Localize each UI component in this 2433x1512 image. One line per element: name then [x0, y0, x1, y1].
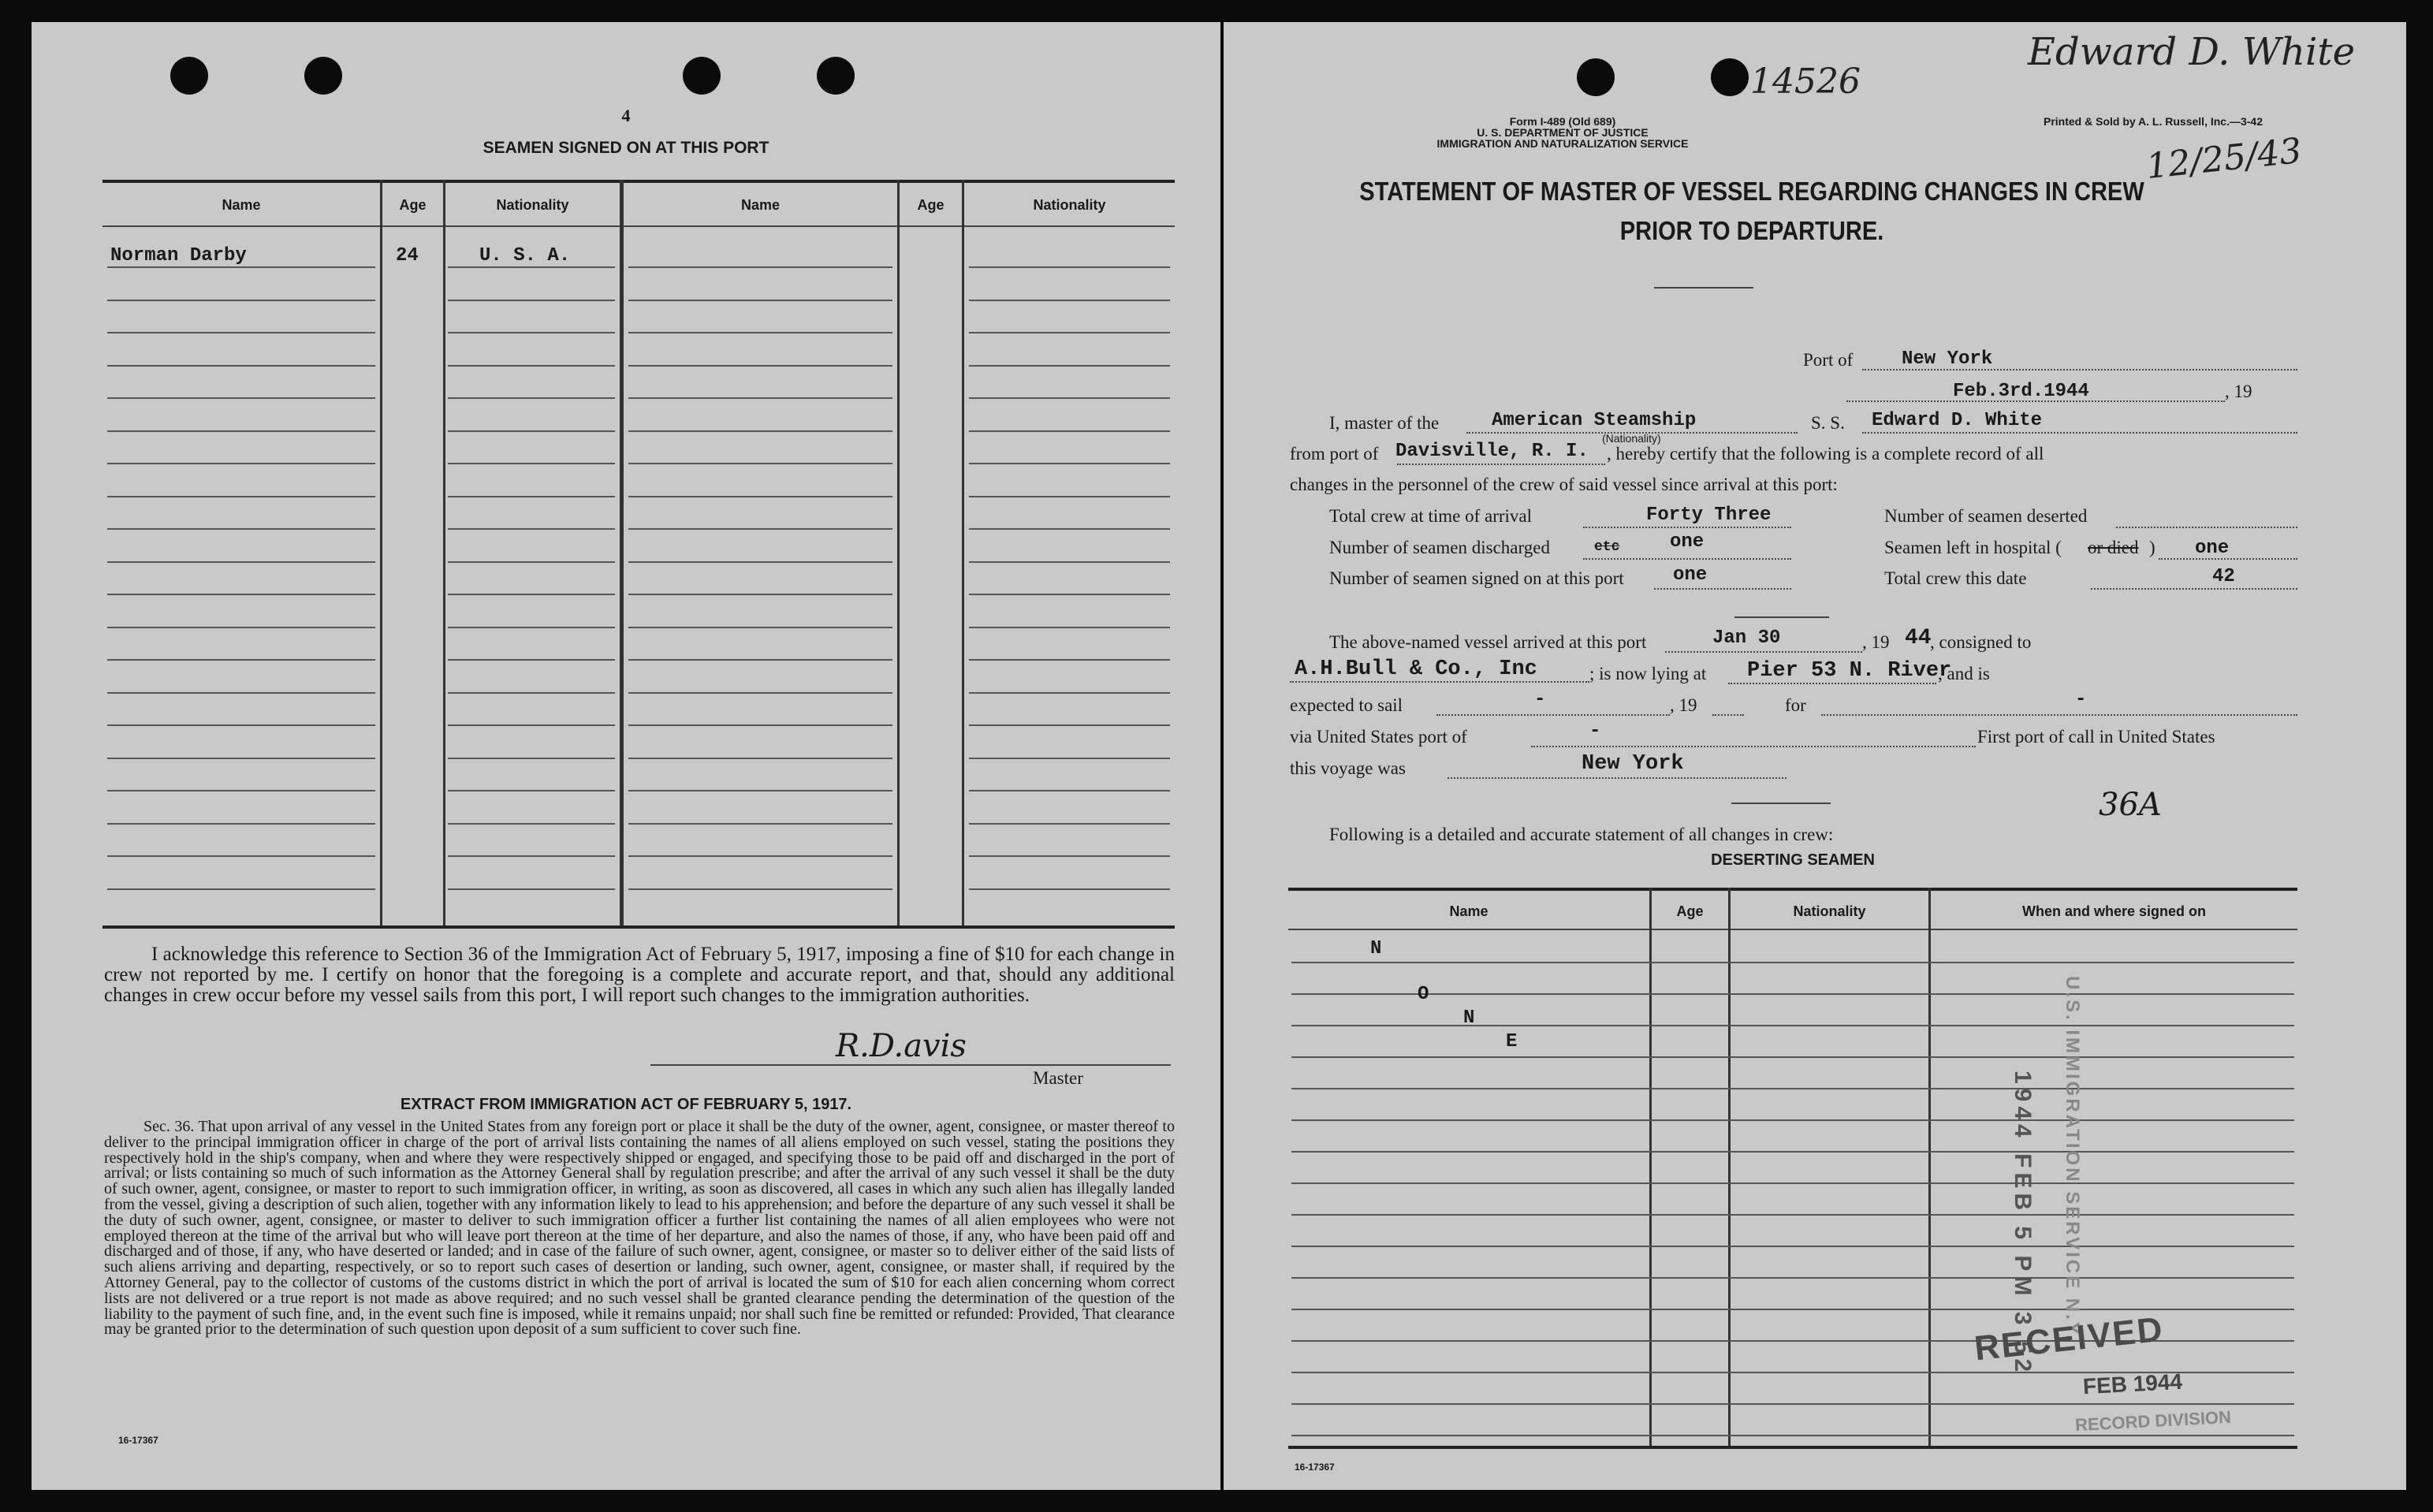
port-value: New York — [1902, 348, 1993, 370]
table-row-rule — [1291, 1309, 2294, 1310]
total-crew-arrival-label: Total crew at time of arrival — [1329, 506, 1533, 526]
right-page — [1224, 22, 2406, 1490]
service: IMMIGRATION AND NATURALIZATION SERVICE — [1436, 137, 1689, 150]
from-port-line — [1397, 464, 1605, 465]
master-of-label: I, master of the — [1329, 413, 1440, 433]
hospital-value: one — [2195, 538, 2230, 559]
form-code: 16-17367 — [118, 1435, 158, 1446]
deserting-table-bottom-rule — [1288, 1446, 2297, 1449]
handwritten-date: 12/25/43 — [2144, 130, 2304, 188]
certify-text: , hereby certify that the following is a complete record of all — [1607, 444, 2044, 464]
seaman-age: 24 — [396, 245, 419, 266]
table-row-rule — [448, 823, 615, 825]
punch-hole — [170, 57, 208, 95]
table-header-rule — [102, 225, 1175, 227]
table-row-rule — [628, 397, 892, 399]
punch-hole — [304, 57, 342, 95]
deserting-header-rule — [1288, 929, 2297, 930]
hospital-close-paren: ) — [2149, 538, 2155, 557]
table-row-rule — [448, 627, 615, 628]
table-row-rule — [628, 724, 892, 726]
table-row-rule — [107, 266, 375, 268]
signed-on-value: one — [1673, 564, 1708, 586]
via-value: - — [1589, 721, 1601, 742]
table-row-rule — [628, 430, 892, 432]
column-divider — [380, 180, 382, 925]
table-row-rule — [107, 692, 375, 694]
expected-year-line — [1712, 714, 1744, 716]
for-label: for — [1785, 695, 1806, 715]
column-divider — [1649, 888, 1652, 1446]
table-row-rule — [448, 397, 615, 399]
table-row-rule — [448, 888, 615, 890]
table-row-rule — [628, 790, 892, 791]
table-row-rule — [448, 855, 615, 857]
table-row-rule — [1291, 1056, 2294, 1058]
table-row-rule — [107, 758, 375, 759]
col-header-nationality: Nationality — [1033, 197, 1106, 213]
table-row-rule — [969, 888, 1170, 890]
table-row-rule — [107, 627, 375, 628]
table-row-rule — [628, 888, 892, 890]
arrived-line — [1665, 651, 1862, 653]
date-year-prefix: , 19 — [2225, 382, 2252, 401]
seaman-name: Norman Darby — [110, 245, 247, 266]
table-row-rule — [628, 496, 892, 497]
lying-label: ; is now lying at — [1589, 664, 1707, 683]
vessel-name: Edward D. White — [1872, 410, 2043, 431]
total-crew-arrival-line — [1583, 527, 1791, 528]
column-divider — [1928, 888, 1931, 1446]
total-crew-date-label: Total crew this date — [1884, 568, 2027, 588]
table-row-rule — [448, 266, 615, 268]
discharged-label: Number of seamen discharged — [1329, 538, 1550, 557]
table-row-rule — [107, 397, 375, 399]
arrived-label: The above-named vessel arrived at this port — [1329, 632, 1647, 652]
voyage-label: this voyage was — [1290, 758, 1406, 778]
table-row-rule — [969, 463, 1170, 464]
table-row-rule — [628, 855, 892, 857]
table-row-rule — [1291, 1403, 2294, 1405]
table-row-rule — [1291, 1182, 2294, 1184]
none-letter: O — [1418, 984, 1429, 1005]
punch-hole — [1711, 58, 1749, 96]
table-row-rule — [969, 823, 1170, 825]
table-row-rule — [628, 365, 892, 367]
total-crew-date-line — [2091, 588, 2297, 590]
consigned-label: , consigned to — [1930, 632, 2032, 652]
signed-on-label: Number of seamen signed on at this port — [1329, 568, 1624, 588]
table-row-rule — [969, 659, 1170, 661]
none-letter: N — [1370, 938, 1382, 959]
form-title: STATEMENT OF MASTER OF VESSEL REGARDING CHANGES IN CREW — [1359, 177, 2144, 206]
table-row-rule — [1291, 1214, 2294, 1216]
deserted-label: Number of seamen deserted — [1884, 506, 2088, 526]
table-row-rule — [107, 790, 375, 791]
punch-hole — [817, 57, 855, 95]
column-divider — [1728, 888, 1731, 1446]
table-row-rule — [969, 855, 1170, 857]
table-row-rule — [628, 659, 892, 661]
ss-label: S. S. — [1811, 413, 1845, 433]
from-port-label: from port of — [1290, 444, 1379, 464]
table-row-rule — [107, 430, 375, 432]
table-row-rule — [1291, 1435, 2294, 1436]
table-row-rule — [107, 496, 375, 497]
deserting-table-top-rule — [1288, 888, 2297, 891]
printer-credit: Printed & Sold by A. L. Russell, Inc.—3-42 — [2044, 115, 2263, 128]
table-row-rule — [969, 758, 1170, 759]
total-crew-arrival-value: Forty Three — [1646, 505, 1772, 526]
col-header-age: Age — [1676, 903, 1704, 919]
discharged-struck: etc — [1594, 539, 1620, 555]
table-row-rule — [1291, 993, 2294, 995]
expected-value: - — [1534, 689, 1546, 710]
master-signature: R.D.avis — [836, 1028, 967, 1064]
table-row-rule — [969, 266, 1170, 268]
consignee: A.H.Bull & Co., Inc — [1295, 657, 1537, 681]
table-row-rule — [448, 365, 615, 367]
vessel-type: American Steamship — [1492, 410, 1697, 431]
table-row-rule — [448, 300, 615, 301]
col-header-age: Age — [917, 197, 945, 213]
col-header-name: Name — [222, 197, 261, 213]
acknowledgement-text: I acknowledge this reference to Section 36 of the Immigration Act of February 5, 1917, imposing a fine of $10 for each change in crew not reported by me. I certify on honor that the foregoing is a complete and accurate report, and that, should any additional changes in crew occur before my vessel sails from this port, I will report such changes to the immigration authorities. — [104, 944, 1175, 1006]
table-row-rule — [1291, 1119, 2294, 1121]
faint-stamp: RECORD DIVISION — [2074, 1406, 2232, 1436]
table-row-rule — [448, 790, 615, 791]
col-header-age: Age — [399, 197, 427, 213]
table-row-rule — [628, 528, 892, 530]
first-port-label: First port of call in United States — [1977, 727, 2215, 747]
discharged-value: one — [1670, 531, 1705, 553]
received-stamp: RECEIVED — [1973, 1309, 2166, 1369]
table-row-rule — [628, 594, 892, 595]
arrived-year-prefix: , 19 — [1862, 632, 1890, 652]
extract-title: EXTRACT FROM IMMIGRATION ACT OF FEBRUARY 5, 1917. — [400, 1096, 852, 1113]
table-row-rule — [1291, 1151, 2294, 1153]
table-row-rule — [969, 332, 1170, 333]
table-row-rule — [448, 528, 615, 530]
table-row-rule — [107, 365, 375, 367]
title-rule — [1654, 287, 1753, 289]
changes-text: changes in the personnel of the crew of said vessel since arrival at this port: — [1290, 475, 1838, 494]
table-row-rule — [107, 561, 375, 563]
column-divider — [897, 180, 900, 925]
table-row-rule — [969, 496, 1170, 497]
table-row-rule — [107, 463, 375, 464]
table-row-rule — [969, 627, 1170, 628]
table-row-rule — [107, 332, 375, 333]
lying-value: Pier 53 N. River — [1747, 659, 1952, 683]
table-row-rule — [628, 692, 892, 694]
via-label: via United States port of — [1290, 727, 1467, 747]
vessel-name-line — [1862, 432, 2297, 434]
date-value: Feb.3rd.1944 — [1953, 381, 2089, 402]
expected-label: expected to sail — [1290, 695, 1403, 715]
table-row-rule — [628, 823, 892, 825]
punch-hole — [683, 57, 721, 95]
table-row-rule — [448, 594, 615, 595]
and-is-label: , and is — [1938, 664, 1990, 683]
table-row-rule — [448, 561, 615, 563]
table-row-rule — [969, 397, 1170, 399]
table-row-rule — [628, 627, 892, 628]
office-stamp-vertical: U.S. IMMIGRATION SERVICE N.Y. — [2062, 976, 2083, 1343]
column-divider — [443, 180, 445, 925]
received-stamp-date: FEB 1944 — [2082, 1369, 2183, 1399]
left-page — [32, 22, 1220, 1490]
table-row-rule — [448, 692, 615, 694]
handwritten-36a: 36A — [2099, 787, 2162, 823]
table-row-rule — [969, 561, 1170, 563]
page-number: 4 — [621, 106, 631, 125]
via-line — [1531, 746, 1976, 747]
seamen-signed-on-title: SEAMEN SIGNED ON AT THIS PORT — [483, 139, 769, 157]
expected-year-prefix: , 19 — [1670, 695, 1697, 715]
table-row-rule — [969, 594, 1170, 595]
table-row-rule — [1291, 962, 2294, 963]
column-divider — [620, 180, 624, 925]
none-letter: E — [1506, 1031, 1518, 1052]
consignee-line — [1290, 681, 1589, 683]
arrived-value: Jan 30 — [1712, 628, 1781, 649]
expected-line — [1436, 714, 1670, 716]
extract-text: Sec. 36. That upon arrival of any vessel in the United States from any foreign port or place it shall be the duty of the owner, agent, consignee, or master thereof to deliver to the principal immigration officer in charge of the port of arrival lists containing the names of all aliens employed on such vessel, stating the positions they respectively hold in the ship's company, when and where they were respectively shipped or engaged, and specifying those to be paid off and discharged in the port of arrival; or lists containing so much of such information as the Attorney General shall by regulation prescribe; and after the arrival of any such vessel it shall be the duty of such owner, agent, consignee, or master to report to such immigration officer, in writing, as soon as discovered, all cases in which any such alien has illegally landed from the vessel, giving a description of such alien, together with any information likely to lead to his apprehension; and before the departure of any such vessel it shall be the duty of such owner, agent, consignee, or master to deliver to such immigration officer a further list containing the names of all alien employees who were not employed thereon at the time of the arrival but who will leave port thereon at the time of her departure, and also the names of those, if any, who have been paid off and discharged and of those, if any, who have deserted or landed; and in case of the failure of such owner, agent, consignee, or master so to deliver either of the said lists of such aliens arriving and departing, respectively, or so to report such cases of desertion or landing, such owner, agent, consignee, or master shall, if required by the Attorney General, pay to the collector of customs of the customs district in which the port of arrival is located the sum of $10 for each alien concerning whom correct lists are not delivered or a true report is not made as above required; and no such vessel shall be granted clearance pending the determination of the question of the liability to the payment of such fine, and, in the event such fine is imposed, while it remains unpaid; nor shall such fine be remitted or refunded: Provided, That clearance may be granted prior to the determination of such question upon deposit of a sum sufficient to cover such fine. — [104, 1118, 1175, 1339]
punch-hole — [1577, 58, 1615, 96]
table-row-rule — [448, 758, 615, 759]
table-row-rule — [448, 659, 615, 661]
table-row-rule — [1291, 1025, 2294, 1026]
table-row-rule — [628, 463, 892, 464]
col-header-nationality: Nationality — [496, 197, 569, 213]
arrived-year: 44 — [1905, 626, 1932, 650]
table-row-rule — [107, 724, 375, 726]
hospital-struck: or died — [2088, 538, 2139, 557]
date-stamp-vertical: 1944 FEB 5 PM 3 52 — [2010, 1071, 2036, 1377]
from-port-value: Davisville, R. I. — [1395, 441, 1589, 462]
for-line — [1821, 714, 2297, 716]
table-row-rule — [628, 266, 892, 268]
col-header-name: Name — [1449, 903, 1488, 919]
table-row-rule — [448, 724, 615, 726]
table-row-rule — [628, 561, 892, 563]
table-row-rule — [969, 692, 1170, 694]
deserted-line — [2116, 527, 2297, 528]
table-row-rule — [448, 430, 615, 432]
form-number: Form I-489 (Old 689) — [1509, 115, 1616, 128]
table-row-rule — [107, 888, 375, 890]
port-label: Port of — [1803, 350, 1854, 370]
table-row-rule — [969, 724, 1170, 726]
col-header-when-where: When and where signed on — [2021, 903, 2206, 919]
voyage-line — [1448, 777, 1787, 779]
nationality-caption: (Nationality) — [1602, 432, 1661, 445]
table-row-rule — [107, 659, 375, 661]
table-row-rule — [107, 594, 375, 595]
table-row-rule — [628, 300, 892, 301]
section-rule — [1731, 803, 1831, 804]
table-row-rule — [448, 463, 615, 464]
col-header-name: Name — [740, 197, 781, 213]
master-label: Master — [1033, 1068, 1083, 1088]
signature-line — [650, 1064, 1171, 1066]
table-row-rule — [1291, 1277, 2294, 1279]
table-row-rule — [969, 365, 1170, 367]
table-row-rule — [1291, 1246, 2294, 1247]
none-letter: N — [1463, 1007, 1475, 1029]
handwritten-file-number: 14526 — [1750, 61, 1861, 102]
lying-line — [1728, 683, 1936, 684]
seaman-nationality: U. S. A. — [479, 245, 571, 266]
table-row-rule — [107, 855, 375, 857]
table-row-rule — [448, 496, 615, 497]
department: U. S. DEPARTMENT OF JUSTICE — [1477, 126, 1649, 139]
table-row-rule — [107, 823, 375, 825]
table-row-rule — [969, 528, 1170, 530]
table-row-rule — [1291, 1088, 2294, 1089]
table-row-rule — [107, 528, 375, 530]
table-row-rule — [969, 430, 1170, 432]
table-row-rule — [969, 300, 1170, 301]
table-bottom-rule — [102, 925, 1175, 929]
column-divider — [962, 180, 964, 925]
handwritten-vessel-name: Edward D. White — [2028, 30, 2355, 74]
section-rule — [1734, 616, 1829, 618]
signed-on-line — [1654, 588, 1791, 590]
table-row-rule — [448, 332, 615, 333]
table-row-rule — [107, 300, 375, 301]
table-row-rule — [969, 790, 1170, 791]
table-top-rule — [102, 180, 1175, 183]
col-header-nationality: Nationality — [1793, 903, 1866, 919]
following-text: Following is a detailed and accurate statement of all changes in crew: — [1329, 825, 1834, 844]
for-value: - — [2075, 689, 2087, 710]
form-code: 16-17367 — [1295, 1462, 1335, 1473]
table-row-rule — [628, 758, 892, 759]
form-title-line2: PRIOR TO DEPARTURE. — [1619, 216, 1884, 245]
voyage-value: New York — [1582, 752, 1684, 776]
total-crew-date-value: 42 — [2212, 566, 2235, 587]
table-row-rule — [628, 332, 892, 333]
deserting-seamen-title: DESERTING SEAMEN — [1711, 851, 1875, 869]
discharged-line — [1583, 558, 1791, 560]
hospital-label: Seamen left in hospital ( — [1884, 538, 2062, 557]
